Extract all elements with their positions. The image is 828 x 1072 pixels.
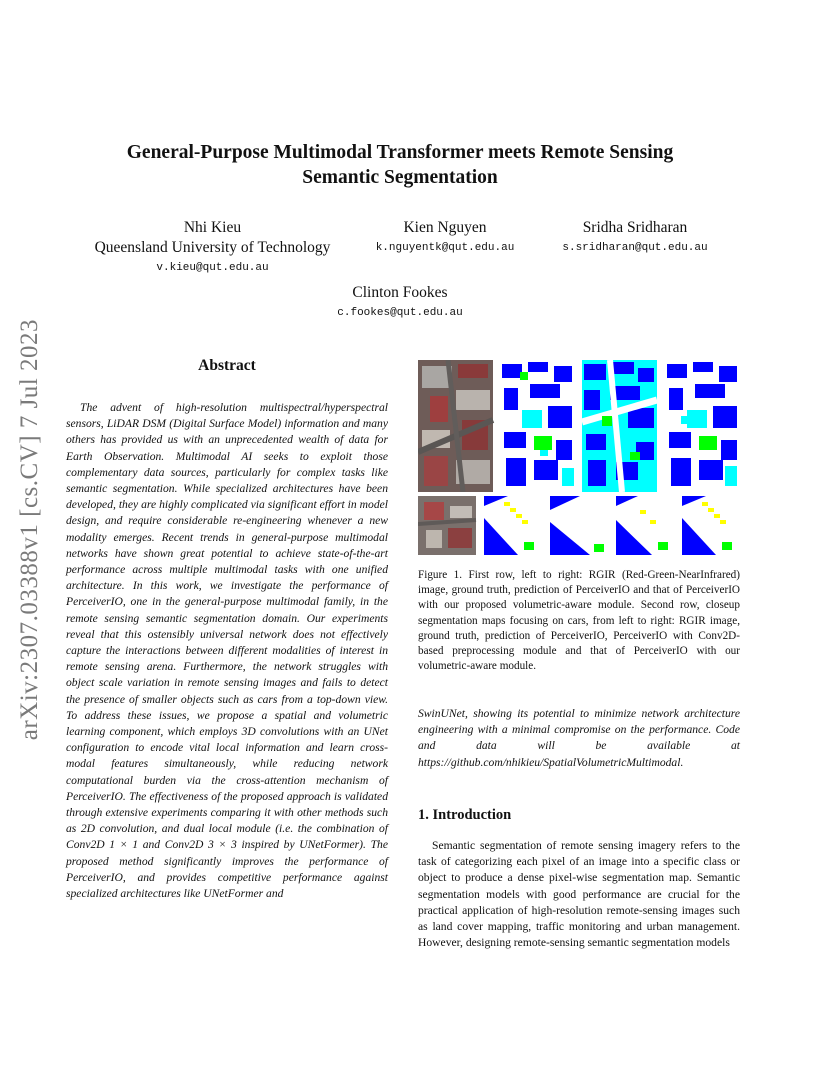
ours-closeup <box>682 496 740 555</box>
author-email: c.fookes@qut.edu.au <box>337 307 463 319</box>
author-name: Kien Nguyen <box>403 219 487 236</box>
abstract-text: The advent of high-resolution multispectral/hyperspectral sensors, LiDAR DSM (Digital Surface Model) information and many others has provided us with an unprecedented wealth of data for Earth Observation. Multimodal AI seeks to exploit those complementary data sources, particularly for complex tasks like semantic segmentation. While specialized architectures have been developed, they are highly complicated via significant effort in model design, and require considerable re-engineering whenever a new modality emerges. Recent trends in general-purpose multimodal networks have shown great potential to achieve state-of-the-art performance across multiple multimodal tasks with one unified architecture. In this work, we investigate the performance of PerceiverIO, one in the general-purpose multimodal family, in the remote sensing semantic segmentation domain. Our experiments reveal that this ostensibly universal network does not effectively capture the interactions between different modalities of interest in remote sensing arena. Furthermore, the network struggles with object scale variation in remote sensing images and fails to detect the presence of smaller objects such as cars from a top-down view. To address these issues, we propose a spatial and volumetric learning component, which employs 3D convolutions with an UNet configuration to encode vital local information and learn cross-modal features simultaneously, while reducing network computational burden via the cross-attention mechanism of PerceiverIO. The effectiveness of the proposed approach is validated through extensive experiments comparing it with other methods such as 2D convolution, and dual local module (i.e. the combination of Conv2D 1 × 1 and Conv2D 3 × 3 inspired by UNetFormer). The proposed method significantly improves the performance of PerceiverIO, and provides competitive performance against specialized architectures like UNetFormer and <box>66 401 388 901</box>
abstract-heading: Abstract <box>198 357 256 374</box>
figure-1 <box>418 360 740 555</box>
rgir-image <box>418 360 493 492</box>
author-name: Sridha Sridharan <box>582 219 688 236</box>
title-line-1: General-Purpose Multimodal Transformer meets Remote Sensing <box>126 142 674 163</box>
arxiv-stamp-text: arXiv:2307.03388v1 [cs.CV] 7 Jul 2023 <box>16 319 43 741</box>
ours-prediction-panel <box>665 360 740 492</box>
section-heading-introduction: 1. Introduction <box>418 807 512 823</box>
author-email: k.nguyentk@qut.edu.au <box>375 242 515 254</box>
introduction-text: Semantic segmentation of remote sensing imagery refers to the task of categorizing each pixel of an image into a specific class or object to produce a dense pixel-wise segmentation map. Semantic segmentation models with good performance are crucial for the practical application of high-resolution remote-sensing images such as land cover mapping, traffic monitoring and urban management. However, designing remote-sensing semantic segmentation models <box>418 839 740 950</box>
gt-closeup <box>484 496 542 555</box>
author-email: v.kieu@qut.edu.au <box>156 262 269 274</box>
title-line-2: Semantic Segmentation <box>302 167 498 188</box>
perceiverio-prediction-panel <box>582 360 657 492</box>
paper-title <box>100 140 700 190</box>
arxiv-stamp <box>10 300 50 760</box>
ground-truth-panel <box>500 360 575 492</box>
author-block-4 <box>300 283 500 323</box>
author-email: s.sridharan@qut.edu.au <box>562 242 708 254</box>
perceiverio-closeup <box>550 496 608 555</box>
author-block-3 <box>545 218 725 258</box>
abstract-continued: SwinUNet, showing its potential to minimize network architecture engineering with a minimal compromise on the performance. Code and data will be available at https://github.com/nhikieu/SpatialVolumetricMultimodal. <box>418 707 740 769</box>
abstract-body <box>66 400 388 902</box>
figure-caption: Figure 1. First row, left to right: RGIR (Red-Green-NearInfrared) image, ground truth, prediction of PerceiverIO and that of PerceiverIO with our proposed volumetric-aware module. Second row, closeup segmentation maps focusing on cars, from left to right: RGIR image, ground truth, prediction of PerceiverIO, PerceiverIO with Conv2D-based preprocessing module and that of PerceiverIO with our volumetric-aware module. <box>418 569 740 673</box>
figure-row-1 <box>418 360 740 492</box>
author-name: Clinton Fookes <box>352 284 448 301</box>
author-block-1 <box>80 218 345 278</box>
author-name: Nhi Kieu <box>183 219 242 236</box>
conv2d-closeup <box>616 496 674 555</box>
author-affiliation: Queensland University of Technology <box>94 239 331 256</box>
figure-row-2 <box>418 496 740 555</box>
author-block-2 <box>355 218 535 258</box>
rgir-closeup <box>418 496 476 555</box>
